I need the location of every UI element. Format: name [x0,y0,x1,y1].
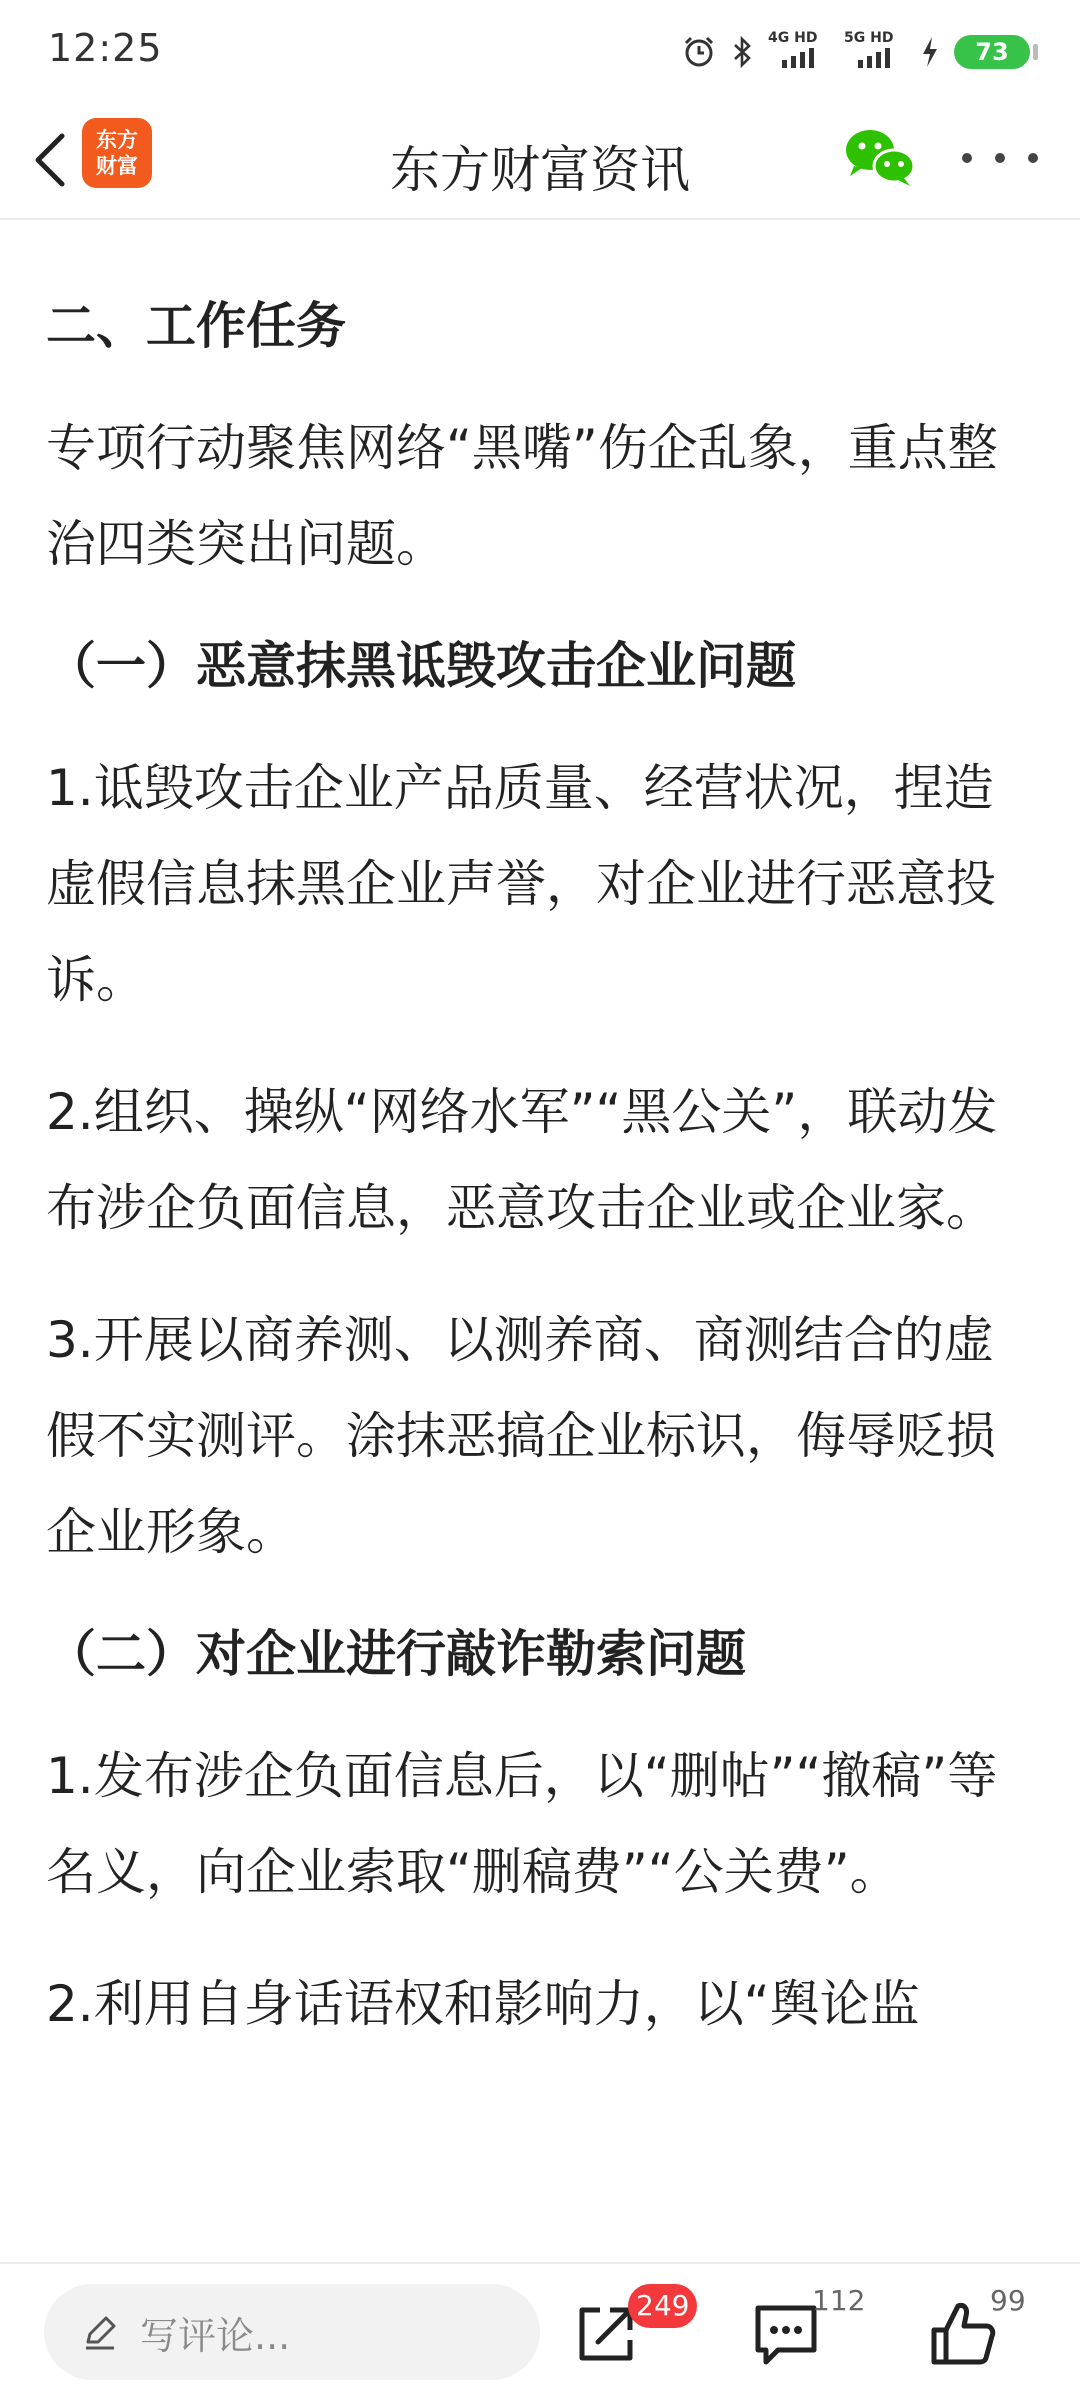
bluetooth-icon [730,35,754,69]
status-time: 12:25 [48,26,163,70]
status-bar [0,0,1080,100]
list-item: 2.组织、操纵“网络水军”“黑公关”，联动发布涉企负面信息，恶意攻击企业或企业家。 [46,1083,998,1237]
pencil-icon [80,2312,120,2352]
article-body [46,288,1038,2088]
alarm-icon [682,35,716,69]
section-heading: 二、工作任务 [46,297,346,355]
status-icons [682,28,1030,76]
list-item: 3.开展以商养测、以测养商、商测结合的虚假不实测评。涂抹恶搞企业标识，侮辱贬损企业形象。 [46,1311,996,1561]
more-icon [962,153,1038,163]
comment-count: 112 [812,2284,866,2317]
comment-placeholder: 写评论... [140,2313,291,2358]
comment-input[interactable] [44,2284,540,2380]
logo-line-2: 财富 [96,154,138,178]
wechat-share-button[interactable] [840,122,920,192]
list-item: 1.发布涉企负面信息后，以“删帖”“撤稿”等名义，向企业索取“删稿费”“公关费”。 [46,1747,998,1901]
logo-line-1: 东方 [96,128,138,152]
intro-paragraph: 专项行动聚焦网络“黑嘴”伤企乱象，重点整治四类突出问题。 [46,419,998,573]
network-label-1: 4G HD [768,30,818,46]
list-item: 1.诋毁攻击企业产品质量、经营状况，捏造虚假信息抹黑企业声誉，对企业进行恶意投诉。 [46,759,996,1009]
battery-level: 73 [975,38,1009,66]
wechat-icon [840,122,920,192]
list-item: 2.利用自身话语权和影响力，以“舆论监 [46,1975,920,2033]
more-button[interactable] [962,140,1038,176]
subsection-heading-1: （一）恶意抹黑诋毁攻击企业问题 [46,637,796,695]
network-label-2: 5G HD [844,30,894,46]
like-count: 99 [990,2284,1026,2317]
charging-icon [920,35,940,69]
subsection-heading-2: （二）对企业进行敲诈勒索问题 [46,1625,746,1683]
nav-bar [0,100,1080,220]
battery-icon [954,35,1030,69]
signal-icon-2 [844,32,906,72]
page-title: 东方财富资讯 [390,141,690,199]
signal-icon [768,32,830,72]
bottom-action-bar [0,2262,1080,2402]
share-count-badge: 249 [628,2284,697,2328]
